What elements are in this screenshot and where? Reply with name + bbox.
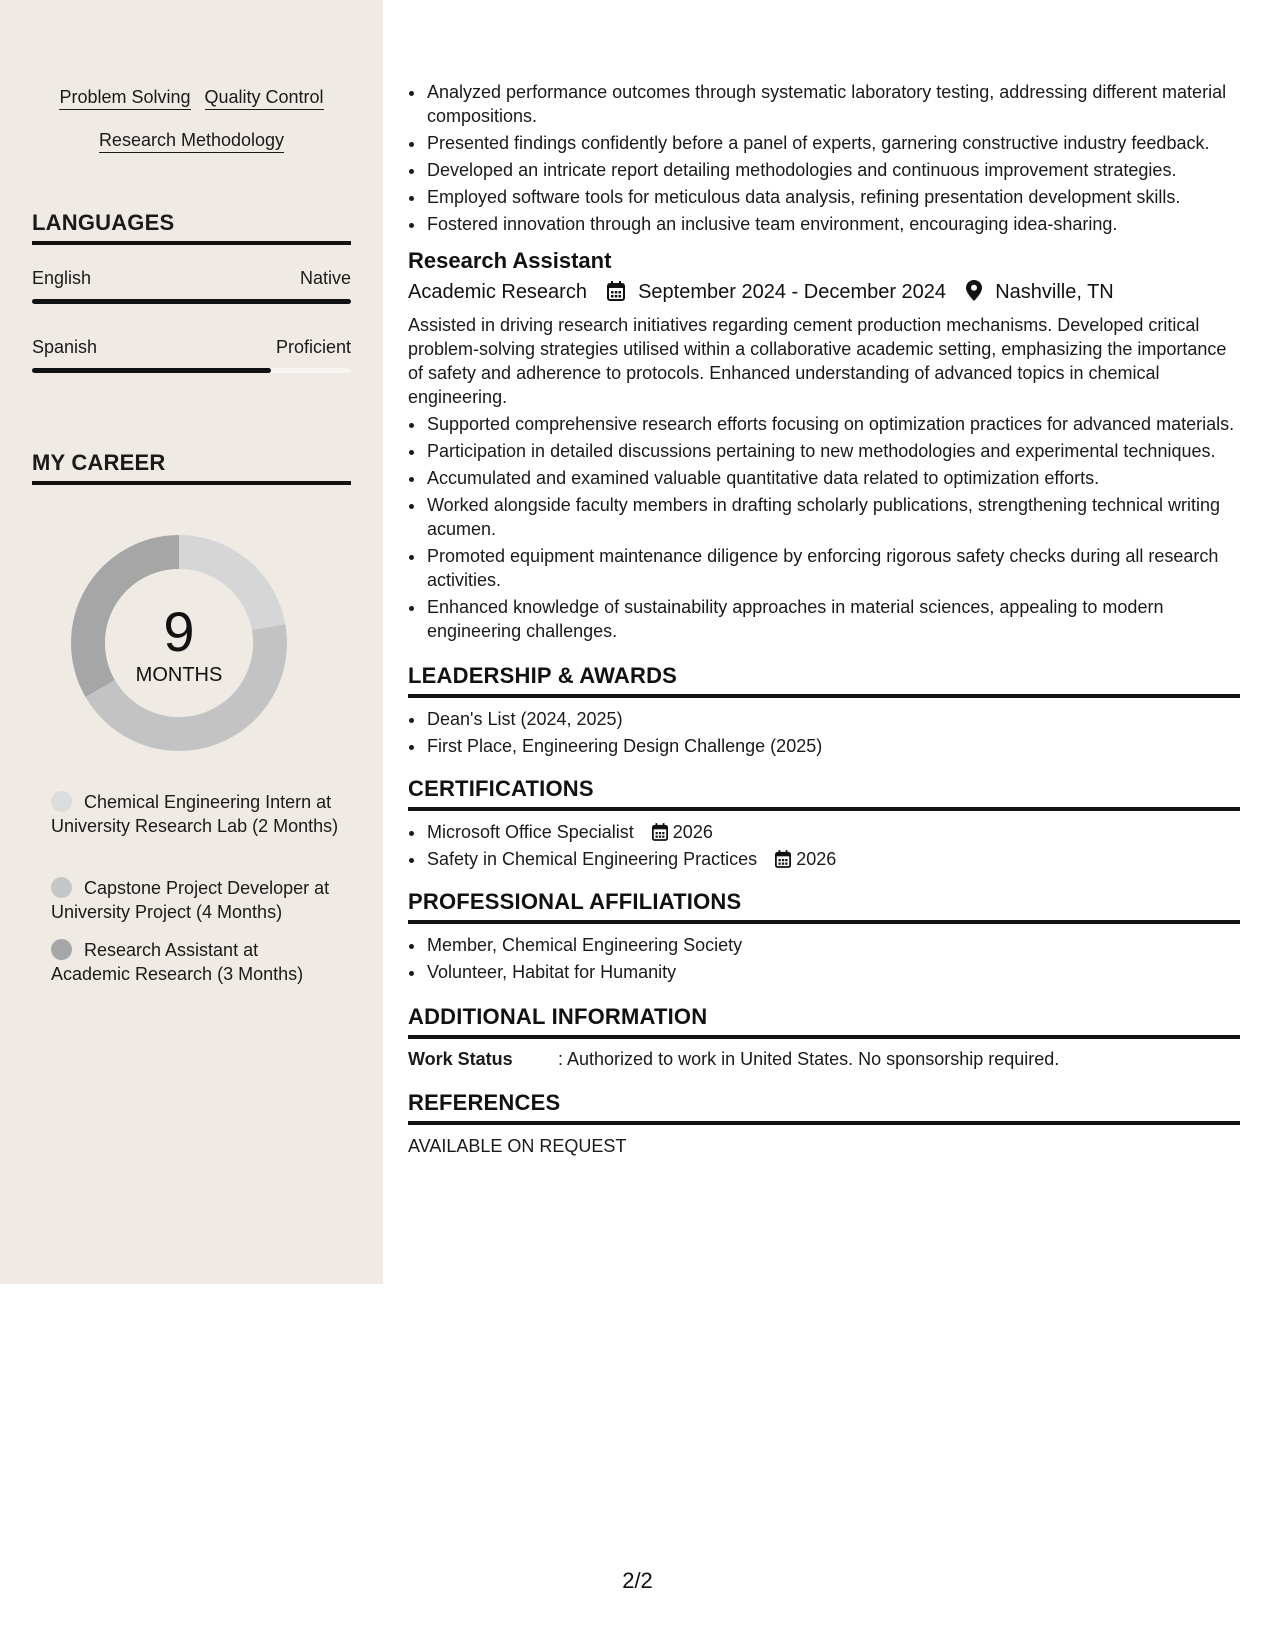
list-item: • Presented findings confidently before a panel of experts, garnering constructive industry feedback. [426,131,1240,155]
page-number: 2/2 [622,1568,653,1593]
language-proficiency-bar [32,299,351,304]
list-item: • Volunteer, Habitat for Humanity [426,960,1240,984]
career-total-number: 9 [163,600,195,663]
job-title: Research Assistant [408,248,612,273]
affiliations-list [408,933,1240,984]
language-row [32,266,351,290]
list-item: • Supported comprehensive research efforts focusing on optimization practices for advanced materials. [426,412,1240,436]
list-item: • Accumulated and examined valuable quantitative data related to optimization efforts. [426,466,1240,490]
skill-tag: Problem Solving [59,86,190,110]
language-level: Proficient [275,337,351,357]
list-item: • First Place, Engineering Design Challenge (2025) [426,734,1240,758]
career-legend-item [51,938,341,986]
career-legend-item [51,876,341,924]
work-status-row [408,1047,1240,1073]
certifications-list [408,820,1240,871]
job-description: Assisted in driving research initiatives regarding cement production mechanisms. Developed critical problem-solving strategies utilised within a collaborative academic setting, emphasizing the importance of safety and adherence to protocols. Enhanced understanding of advanced topics in chemical engineering. [408,315,1227,407]
affiliations-heading: PROFESSIONAL AFFILIATIONS [408,889,1240,924]
work-status-value: : Authorized to work in United States. No sponsorship required. [558,1049,1060,1069]
certification-name: Microsoft Office Specialist [427,822,634,842]
legend-dot [51,877,72,898]
career-item-text: Chemical Engineering Intern at University Research Lab (2 Months) [51,792,339,836]
languages-heading: LANGUAGES [32,210,351,245]
certifications-heading: CERTIFICATIONS [408,776,1240,811]
certification-item [426,847,1240,871]
leadership-heading: LEADERSHIP & AWARDS [408,663,1240,698]
job-meta [408,279,1240,305]
list-item: • Member, Chemical Engineering Society [426,933,1240,957]
main-content [408,0,1240,1158]
work-status-label: Work Status [408,1049,513,1069]
sidebar [0,0,383,1284]
list-item: • Dean's List (2024, 2025) [426,707,1240,731]
skills-list [32,86,351,172]
location-pin-icon [966,280,982,301]
list-item: • Promoted equipment maintenance diligence by enforcing rigorous safety checks during all research activities. [426,544,1240,592]
certification-year: 2026 [796,849,837,869]
career-item-text: Research Assistant at Academic Research (3 Months) [51,940,304,984]
calendar-icon [652,823,668,841]
calendar-icon [607,281,625,301]
language-proficiency-fill [32,299,351,304]
list-item: • Fostered innovation through an inclusive team environment, encouraging idea-sharing. [426,212,1240,236]
language-name: English [32,268,92,288]
skill-tag: Quality Control [205,86,324,110]
certification-name: Safety in Chemical Engineering Practices [427,849,758,869]
additional-info-heading: ADDITIONAL INFORMATION [408,1004,1240,1039]
list-item: • Employed software tools for meticulous data analysis, refining presentation development skills. [426,185,1240,209]
list-item: • Participation in detailed discussions pertaining to new methodologies and experimental techniques. [426,439,1240,463]
job-bullets [408,412,1240,643]
list-item: • Enhanced knowledge of sustainability approaches in material sciences, appealing to modern engineering challenges. [426,595,1240,643]
language-name: Spanish [32,337,98,357]
references-text: AVAILABLE ON REQUEST [408,1136,627,1156]
career-legend-item [51,790,341,838]
list-item: • Worked alongside faculty members in drafting scholarly publications, strengthening technical writing acumen. [426,493,1240,541]
career-heading: MY CAREER [32,450,351,485]
job-dates: September 2024 - December 2024 [638,281,947,303]
job-entry [408,247,1240,643]
language-proficiency-fill [32,368,271,373]
previous-job-bullets [408,80,1240,236]
language-level: Native [299,268,351,288]
career-item-text: Capstone Project Developer at University Project (4 Months) [51,878,330,922]
job-location: Nashville, TN [995,281,1114,303]
language-proficiency-bar [32,368,351,373]
leadership-list [408,707,1240,758]
certification-item [426,820,1240,844]
job-company: Academic Research [408,281,587,303]
references-heading: REFERENCES [408,1090,1240,1125]
legend-dot [51,939,72,960]
list-item: • Analyzed performance outcomes through systematic laboratory testing, addressing different material compositions. [426,80,1240,128]
language-row [32,335,351,359]
legend-dot [51,791,72,812]
calendar-icon [775,850,791,868]
list-item: • Developed an intricate report detailing methodologies and continuous improvement strategies. [426,158,1240,182]
skill-tag: Research Methodology [99,129,284,153]
career-total-unit: MONTHS [135,664,223,686]
certification-year: 2026 [672,822,713,842]
